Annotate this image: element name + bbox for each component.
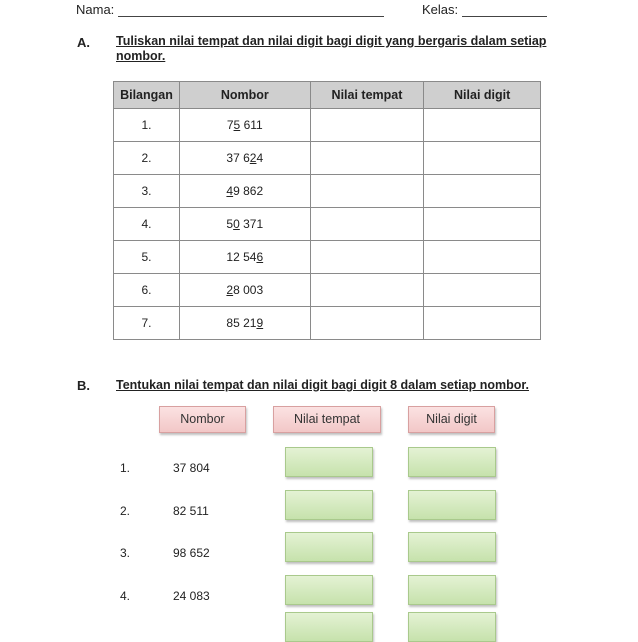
number-part-before: 85 21 (226, 316, 257, 330)
number-part-after: 371 (239, 217, 264, 231)
underlined-digit: 5 (233, 118, 241, 132)
answer-cell-nilai-tempat[interactable] (310, 274, 424, 307)
answer-box-nilai-tempat[interactable] (285, 532, 373, 562)
number-part-after: 611 (240, 118, 263, 132)
answer-box-nilai-digit[interactable] (408, 447, 496, 477)
underlined-digit: 2 (226, 283, 234, 297)
number-part-after: 8 003 (233, 283, 264, 297)
number-part-before: 37 6 (226, 151, 250, 165)
section-a-instruction: Tuliskan nilai tempat dan nilai digit bagi digit yang bergaris dalam setiap nombor. (116, 34, 547, 63)
class-blank-line[interactable] (462, 4, 547, 17)
row-number-value: 37 804 (173, 461, 210, 475)
row-number-value: 24 083 (173, 588, 210, 603)
table-row (114, 307, 541, 340)
answer-box-nilai-tempat[interactable] (285, 490, 373, 520)
answer-cell-nilai-digit[interactable] (424, 307, 541, 340)
answer-box-nilai-digit[interactable] (408, 490, 496, 520)
answer-cell-nilai-tempat[interactable] (310, 109, 424, 142)
underlined-digit: 6 (256, 250, 264, 264)
row-number: 1. (114, 109, 180, 142)
answer-cell-nilai-tempat[interactable] (310, 175, 424, 208)
answer-cell-nilai-digit[interactable] (424, 241, 541, 274)
underlined-digit: 2 (249, 151, 257, 165)
number-part-after: 4 (256, 151, 264, 165)
row-number: 3. (120, 546, 131, 560)
table-row (114, 208, 541, 241)
answer-cell-nilai-digit[interactable] (424, 142, 541, 175)
number-part-before: 7 (226, 118, 234, 132)
class-label: Kelas: (422, 2, 459, 17)
col-header-nilai-tempat: Nilai tempat (310, 82, 424, 109)
underlined-digit: 0 (233, 217, 240, 231)
row-number: 6. (114, 274, 180, 307)
section-b-instruction: Tentukan nilai tempat dan nilai digit bagi digit 8 dalam setiap nombor. (116, 378, 530, 392)
table-header-row (114, 82, 541, 109)
col-header-nilai-digit: Nilai digit (424, 82, 541, 109)
table-row (114, 274, 541, 307)
answer-cell-nilai-tempat[interactable] (310, 307, 424, 340)
row-number: 3. (114, 175, 180, 208)
row-number-value: 82 511 (173, 503, 209, 518)
row-number: 2. (120, 503, 131, 518)
number-part-before: 5 (226, 217, 234, 231)
underlined-digit: 9 (256, 316, 264, 330)
row-number: 4. (120, 588, 131, 603)
table-row (114, 241, 541, 274)
header-box-nombor: Nombor (159, 406, 246, 433)
row-number-value (179, 109, 310, 142)
section-a-table (113, 81, 541, 340)
row-number: 4. (114, 208, 180, 241)
col-header-bilangan: Bilangan (114, 82, 180, 109)
answer-box-nilai-digit[interactable] (408, 532, 496, 562)
table-row (114, 175, 541, 208)
row-number-value (179, 307, 310, 340)
row-number: 2. (114, 142, 180, 175)
col-header-nombor: Nombor (179, 82, 310, 109)
section-b-letter: B. (77, 378, 90, 393)
table-row (114, 142, 541, 175)
answer-box-nilai-tempat[interactable] (285, 575, 373, 605)
answer-cell-nilai-tempat[interactable] (310, 142, 424, 175)
row-number-value (179, 175, 310, 208)
row-number: 7. (114, 307, 180, 340)
answer-box-nilai-tempat[interactable] (285, 612, 373, 642)
row-number-value (179, 208, 310, 241)
number-part-after: 9 862 (233, 184, 264, 198)
answer-cell-nilai-digit[interactable] (424, 175, 541, 208)
class-field[interactable] (422, 2, 547, 17)
number-part-before: 12 54 (226, 250, 257, 264)
row-number: 1. (120, 461, 131, 475)
row-number-value (179, 274, 310, 307)
row-number-value: 98 652 (173, 546, 210, 560)
section-a-letter: A. (77, 35, 90, 50)
answer-cell-nilai-digit[interactable] (424, 109, 541, 142)
name-label: Nama: (76, 2, 115, 17)
name-field[interactable] (76, 2, 384, 17)
answer-box-nilai-digit[interactable] (408, 575, 496, 605)
answer-box-nilai-digit[interactable] (408, 612, 496, 642)
table-row (114, 109, 541, 142)
answer-cell-nilai-tempat[interactable] (310, 208, 424, 241)
answer-box-nilai-tempat[interactable] (285, 447, 373, 477)
name-blank-line[interactable] (118, 4, 384, 17)
header-box-nilai-tempat: Nilai tempat (273, 406, 381, 433)
row-number-value (179, 142, 310, 175)
answer-cell-nilai-digit[interactable] (424, 274, 541, 307)
answer-cell-nilai-tempat[interactable] (310, 241, 424, 274)
row-number: 5. (114, 241, 180, 274)
row-number-value (179, 241, 310, 274)
header-box-nilai-digit: Nilai digit (408, 406, 495, 433)
underlined-digit: 4 (226, 184, 234, 198)
answer-cell-nilai-digit[interactable] (424, 208, 541, 241)
